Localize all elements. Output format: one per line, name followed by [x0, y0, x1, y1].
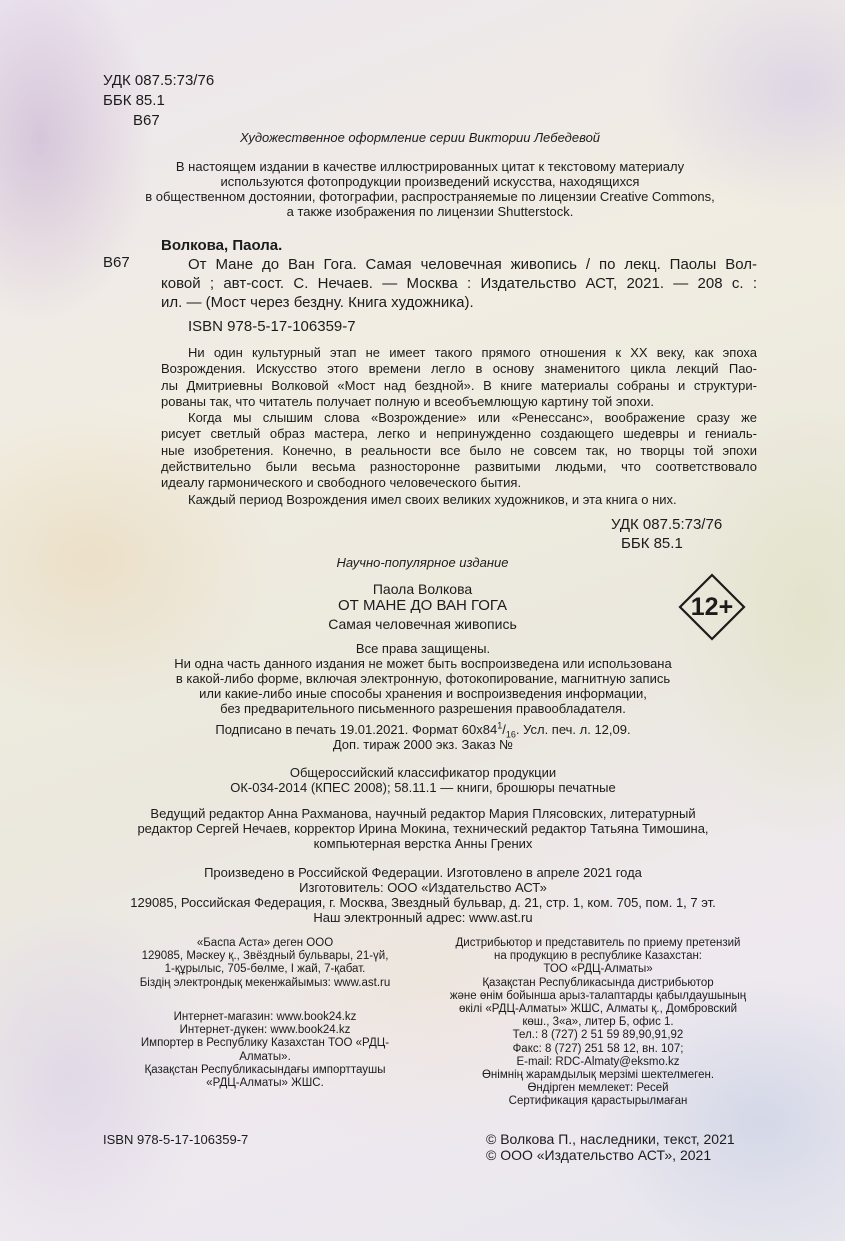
notice-line: В настоящем издании в качестве иллюстрированных цитат к текстовому материалу: [175, 159, 685, 174]
kz-line: 129085, Мәскеу қ., Звёздный бульвары, 21-үй,: [141, 950, 389, 963]
catalog-description: [161, 255, 757, 312]
production-line: Произведено в Российской Федерации. Изготовлено в апреле 2021 года: [204, 865, 642, 880]
production-line: 129085, Российская Федерация, г. Москва, Звездный бульвар, д. 21, стр. 1, ком. 705, пом. 1, 7 эт.: [130, 895, 716, 910]
rights-line: Все права защищены.: [355, 641, 491, 656]
bbk-index: ББК 85.1: [103, 92, 165, 109]
udk-index-right: УДК 087.5:73/76: [611, 516, 723, 533]
print-info-sheets: . Усл. печ. л. 12,09.: [515, 722, 631, 737]
notice-line: а также изображения по лицензии Shutterstock.: [286, 204, 574, 219]
kz-line: ТОО «РДЦ-Алматы»: [543, 963, 653, 976]
catalog-author: Волкова, Паола.: [161, 237, 283, 254]
annotation-line: лы Дмитриевны Волковой «Мост над бездной». В книге материалы собраны и структури-: [161, 377, 757, 393]
kz-line: Біздің электрондық мекенжайымыз: www.ast.ru: [139, 976, 391, 989]
edition-type: Научно-популярное издание: [336, 555, 509, 570]
notice-line: в общественном достоянии, фотографии, распространяемые по лицензии Creative Commons,: [145, 189, 715, 204]
catalog-isbn: ISBN 978-5-17-106359-7: [188, 318, 356, 335]
kz-line: Алматы».: [239, 1050, 291, 1063]
editors-line: редактор Сергей Нечаев, корректор Ирина Мокина, технический редактор Татьяна Тимошина,: [137, 821, 709, 836]
series-design-credit: Художественное оформление серии Виктории Лебедевой: [239, 130, 601, 145]
annotation-line: ные изобретения. Конечно, в реальности все было не совсем так, но творцы той эпохи: [161, 442, 757, 458]
age-rating-label: 12+: [690, 593, 734, 621]
annotation-line: рисует светлый образ мастера, легко и непринужденно создающего шедевры и гениаль-: [161, 426, 757, 442]
format-denominator: 16: [505, 729, 516, 740]
kz-line: Өндірген мемлекет: Ресей: [527, 1082, 669, 1095]
kz-publisher-block: [100, 937, 430, 990]
kz-line: Дистрибьютор и представитель по приему претензий: [455, 937, 741, 949]
kz-line: 1-құрылыс, 705-бөлме, I жай, 7-қабат.: [164, 963, 366, 976]
annotation-line: действительно были весьма разносторонне развитыми людьми, что соответствовало: [161, 459, 757, 475]
production-line: Наш электронный адрес: www.ast.ru: [313, 910, 533, 925]
book-subtitle: Самая человечная живопись: [328, 616, 517, 632]
rights-line: или какие-либо иные способы хранения и воспроизведения информации,: [199, 686, 647, 701]
kz-line: көш., 3«а», литер Б, офис 1.: [522, 1016, 674, 1029]
kz-line: E-mail: RDC-Almaty@eksmo.kz: [516, 1055, 680, 1068]
annotation-line: Когда мы слышим слова «Возрождение» или «Ренессанс», воображение сразу же: [188, 410, 757, 426]
book-author: Паола Волкова: [372, 581, 473, 597]
annotation-line: Каждый период Возрождения имел своих великих художников, и эта книга о них.: [188, 491, 677, 507]
kz-line: өкілі «РДЦ-Алматы» ЖШС, Алматы қ., Домбровский: [458, 1003, 738, 1016]
kz-line: Интернет-дүкен: www.book24.kz: [179, 1024, 351, 1037]
kz-line: Қазақстан Республикасындағы импорттаушы: [144, 1063, 386, 1076]
annotation-line: рованы так, что читатель получает полную и всеобъемлющую картину той эпохи.: [161, 393, 655, 409]
illustration-notice: [80, 159, 780, 219]
rights-line: без предварительного письменного разрешения правообладателя.: [220, 701, 626, 716]
copyright-line: © Волкова П., наследники, текст, 2021: [486, 1131, 735, 1147]
classifier-line: Общероссийский классификатор продукции: [289, 765, 557, 780]
catalog-code: В67: [103, 254, 130, 271]
print-info-line: [110, 720, 736, 740]
production-info: [90, 865, 756, 925]
annotation: [161, 345, 757, 508]
kz-line: Тел.: 8 (727) 2 51 59 89,90,91,92: [512, 1029, 684, 1042]
kz-line: және өнім бойынша арыз-талаптарды қабылдаушының: [449, 989, 747, 1002]
editors-line: Ведущий редактор Анна Рахманова, научный редактор Мария Плясовских, литературный: [150, 806, 696, 821]
print-info: [110, 722, 736, 752]
rights-notice: [110, 641, 736, 716]
kz-line: Өнімнің жарамдылық мерзімі шектелмеген.: [481, 1069, 715, 1082]
catalog-line: ил. — (Мост через бездну. Книга художника).: [161, 294, 474, 311]
notice-line: используются фотопродукции произведений искусства, находящихся: [220, 174, 640, 189]
kz-line: на продукцию в республике Казахстан:: [493, 950, 703, 963]
kz-line: Факс: 8 (727) 251 58 12, вн. 107;: [512, 1042, 684, 1055]
classifier: [110, 765, 736, 795]
annotation-line: идеалу гармонического и свободного человеческого бытия.: [161, 475, 522, 491]
annotation-line: Возрождения. Искусство этого времени легло в основу знаменитого цикла лекций Пао-: [161, 361, 757, 377]
kz-line: «Баспа Аста» деген ООО: [196, 937, 334, 949]
catalog-line: ковой ; авт-сост. С. Нечаев. — Москва : Издательство АСТ, 2021. — 208 с. :: [161, 275, 757, 292]
rights-line: Ни одна часть данного издания не может быть воспроизведена или использована: [174, 656, 672, 671]
kz-line: Қазақстан Республикасында дистрибьютор: [482, 976, 714, 989]
classifier-line: ОК-034-2014 (КПЕС 2008); 58.11.1 — книги, брошюры печатные: [230, 780, 616, 795]
bbk-index-right: ББК 85.1: [621, 535, 683, 552]
copyright-block: [486, 1131, 735, 1163]
book-title: ОТ МАНЕ ДО ВАН ГОГА: [337, 597, 508, 614]
kz-importer-block: [100, 1011, 430, 1090]
footer-isbn: ISBN 978-5-17-106359-7: [103, 1132, 249, 1147]
print-info-format: Подписано в печать 19.01.2021. Формат 60x84: [215, 722, 498, 737]
annotation-line: Ни один культурный этап не имеет такого прямого отношения к ХХ веку, как эпоха: [188, 345, 757, 360]
kz-line: Импортер в Республику Казахстан ТОО «РДЦ-: [140, 1037, 390, 1050]
catalog-line: От Мане до Ван Гога. Самая человечная живопись / по лекц. Паолы Вол-: [188, 256, 757, 273]
editors-credits: [90, 806, 756, 851]
rights-line: в какой-либо форме, включая электронную, фотокопирование, магнитную запись: [175, 671, 671, 686]
copyright-line: © ООО «Издательство АСТ», 2021: [486, 1147, 712, 1163]
kz-line: «РДЦ-Алматы» ЖШС.: [206, 1077, 324, 1090]
author-code: В67: [133, 112, 160, 129]
print-info-run: Доп. тираж 2000 экз. Заказ №: [332, 737, 514, 752]
kz-line: Сертификация қарастырылмаған: [508, 1095, 688, 1108]
format-numerator: 1: [497, 720, 503, 731]
editors-line: компьютерная верстка Анны Грених: [313, 836, 533, 851]
format-slash: /: [502, 722, 506, 737]
age-rating-badge: [678, 573, 746, 641]
kz-line: Интернет-магазин: www.book24.kz: [173, 1011, 357, 1023]
production-line: Изготовитель: ООО «Издательство АСТ»: [299, 880, 547, 895]
kz-distributor-block: [430, 937, 766, 1109]
udk-index: УДК 087.5:73/76: [103, 72, 215, 89]
